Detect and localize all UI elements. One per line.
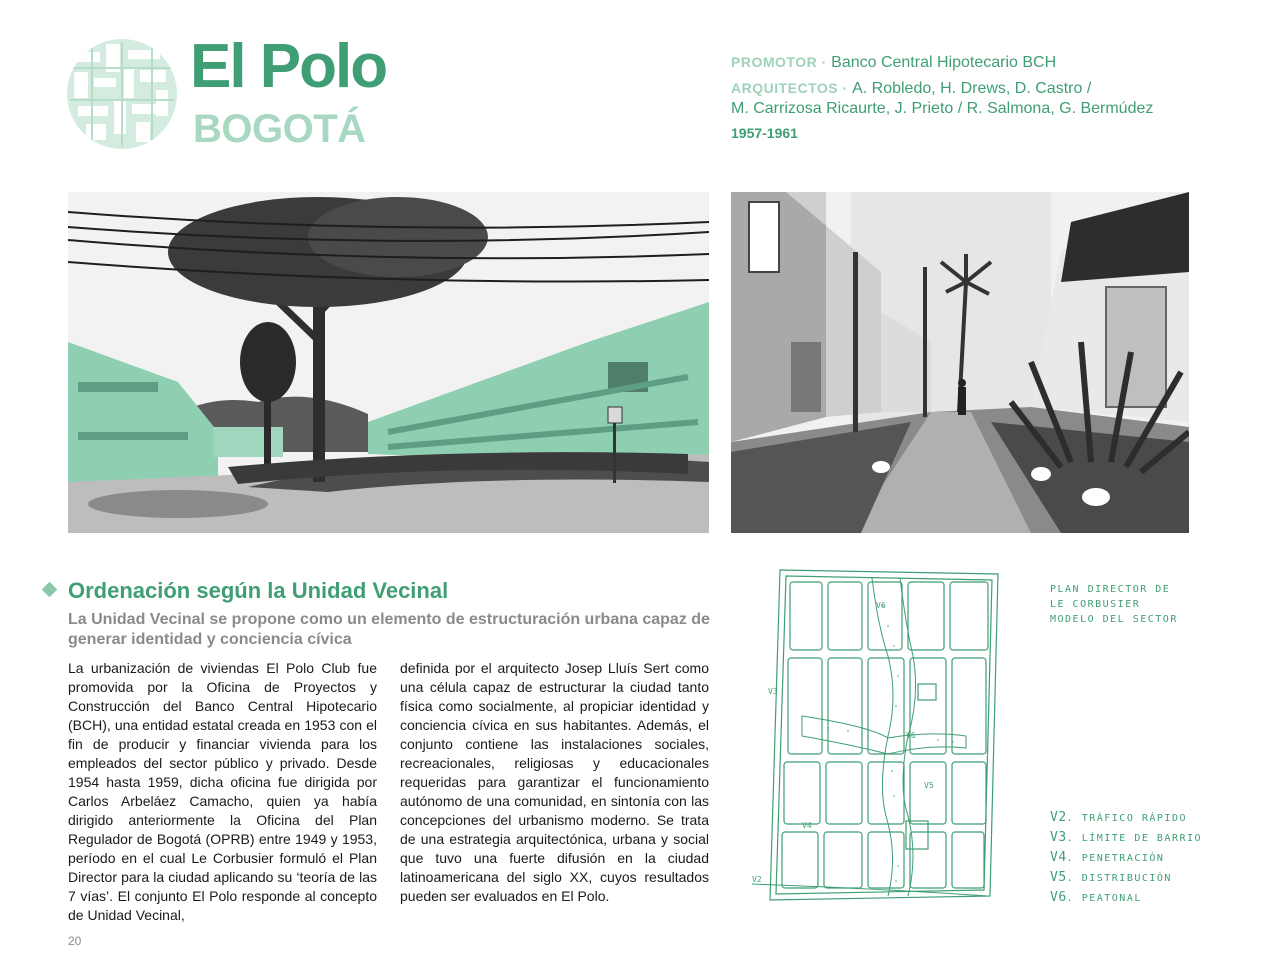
- plan-caption-line: LE CORBUSIER: [1050, 599, 1141, 610]
- legend-text: PENETRACIÓN: [1081, 853, 1165, 864]
- logo-icon: [66, 38, 178, 150]
- legend-text: PEATONAL: [1081, 893, 1142, 904]
- legend-code: V3: [1050, 830, 1067, 845]
- city-subtitle: BOGOTÁ: [193, 107, 366, 151]
- promotor-label: PROMOTOR ·: [731, 54, 832, 70]
- legend-code: V6: [1050, 890, 1067, 905]
- plan-label-v2: V2: [752, 875, 762, 884]
- legend-code: V4: [1050, 850, 1067, 865]
- legend-text: TRÁFICO RÁPIDO: [1081, 813, 1187, 824]
- body-column-2: definida por el arquitecto Josep Lluís Sert como una célula capaz de estructurar la ciudad tanto física como socialmente, al propiciar identidad y conciencia cívica en sus habitantes. Además, el conjunto contiene las instalaciones sociales, recreacionales, religiosas y educacionales requeridas para garantizar el funcionamiento autónomo de una comunidad, en sintonía con las concepciones del urbanismo moderno. Se trata de una estrategia arquitectónica, urbana y social que tuvo una fuerte difusión en la ciudad latinoamericana del siglo XX, cuyos resultados pueden ser evaluados en El Polo.: [400, 660, 709, 904]
- plan-label-v6-mid: V6: [906, 731, 916, 740]
- plan-label-v4: V4: [802, 821, 812, 830]
- page-number: 20: [68, 934, 82, 948]
- architects-value-2: M. Carrizosa Ricaurte, J. Prieto / R. Salmona, G. Bermúdez: [731, 100, 1154, 117]
- legend-item: V2. TRÁFICO RÁPIDO: [1050, 810, 1187, 825]
- neighborhood-plan-diagram: [748, 566, 1008, 906]
- section-heading: Ordenación según la Unidad Vecinal: [68, 578, 449, 603]
- legend-code: V5: [1050, 870, 1067, 885]
- legend-text: DISTRIBUCIÓN: [1081, 873, 1172, 884]
- architects-label: ARQUITECTOS ·: [731, 80, 853, 96]
- body-column-1: La urbanización de viviendas El Polo Club fue promovida por la Oficina de Proyectos y Construcción del Banco Central Hipotecario (BCH), una entidad estatal creada en 1953 con el fin de producir y financiar vivienda para los empleados del sector público y privado. Desde 1954 hasta 1959, dicha oficina fue dirigida por Carlos Arbeláez Camacho, quien ya había dirigido anteriormente la Oficina del Plan Regulador de Bogotá (OPRB) entre 1949 y 1953, período en el cual Le Corbusier formuló el Plan Director para la ciudad aplicando su ‘teoría de las 7 vías’. El conjunto El Polo responde al concepto de Unidad Vecinal,: [68, 660, 377, 923]
- architects-value-1: A. Robledo, H. Drews, D. Castro /: [852, 80, 1092, 97]
- legend-text: LÍMITE DE BARRIO: [1081, 833, 1203, 844]
- plan-caption: [1050, 582, 1178, 627]
- promotor-line: [731, 52, 1056, 73]
- diamond-bullet-icon: [42, 582, 58, 598]
- road-legend: [1050, 808, 1202, 908]
- section-lead: La Unidad Vecinal se propone como un elemento de estructuración urbana capaz de generar identidad y conciencia cívica: [68, 611, 710, 648]
- plan-label-v6-top: V6: [876, 601, 886, 610]
- legend-item: V6. PEATONAL: [1050, 890, 1142, 905]
- plan-caption-line: PLAN DIRECTOR DE: [1050, 584, 1171, 595]
- promotor-value: Banco Central Hipotecario BCH: [831, 54, 1057, 71]
- street-photo-left: [68, 192, 709, 533]
- architects-line: [731, 78, 1091, 99]
- street-photo-right: [731, 192, 1189, 533]
- legend-item: V3. LÍMITE DE BARRIO: [1050, 830, 1203, 845]
- project-years: 1957-1961: [731, 125, 798, 141]
- legend-item: V4. PENETRACIÓN: [1050, 850, 1165, 865]
- plan-caption-line: MODELO DEL SECTOR: [1050, 614, 1178, 625]
- legend-item: V5. DISTRIBUCIÓN: [1050, 870, 1172, 885]
- plan-label-v3: V3: [768, 687, 778, 696]
- page-title: El Polo: [190, 32, 387, 101]
- legend-code: V2: [1050, 810, 1067, 825]
- plan-label-v5: V5: [924, 781, 934, 790]
